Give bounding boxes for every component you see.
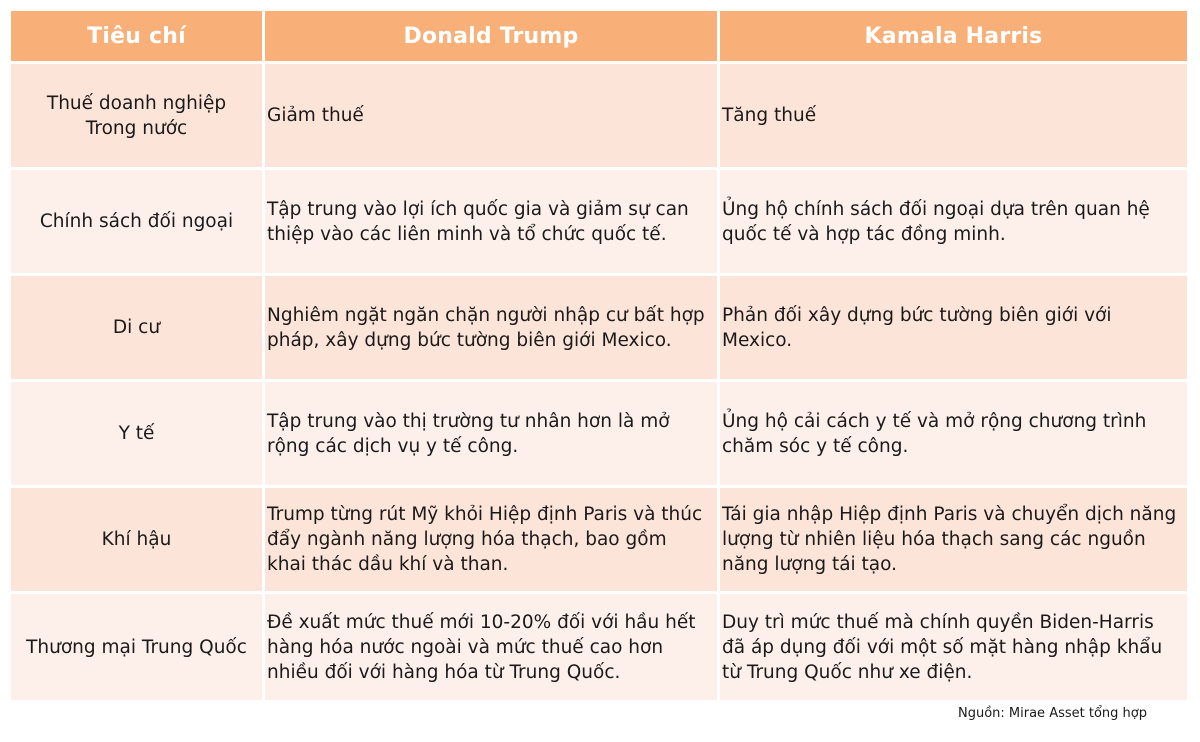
row-harris-policy: Ủng hộ cải cách y tế và mở rộng chương trình chăm sóc y tế công.	[720, 382, 1187, 485]
row-harris-policy: Ủng hộ chính sách đối ngoại dựa trên quan hệ quốc tế và hợp tác đồng minh.	[720, 170, 1187, 273]
row-trump-policy: Nghiêm ngặt ngăn chặn người nhập cư bất hợp pháp, xây dựng bức tường biên giới Mexico.	[265, 276, 717, 379]
row-criterion: Thuế doanh nghiệp Trong nước	[11, 64, 262, 167]
row-criterion: Y tế	[11, 382, 262, 485]
row-trump-policy: Trump từng rút Mỹ khỏi Hiệp định Paris và thúc đẩy ngành năng lượng hóa thạch, bao gồm khai thác dầu khí và than.	[265, 488, 717, 591]
row-criterion: Khí hậu	[11, 488, 262, 591]
header-criteria: Tiêu chí	[11, 11, 262, 61]
header-trump: Donald Trump	[265, 11, 717, 61]
row-criterion: Thương mại Trung Quốc	[11, 594, 262, 700]
comparison-table	[11, 11, 1187, 700]
row-trump-policy: Tập trung vào lợi ích quốc gia và giảm sự can thiệp vào các liên minh và tổ chức quốc tế.	[265, 170, 717, 273]
row-harris-policy: Phản đối xây dựng bức tường biên giới với Mexico.	[720, 276, 1187, 379]
row-trump-policy: Giảm thuế	[265, 64, 717, 167]
header-harris: Kamala Harris	[720, 11, 1187, 61]
row-criterion: Di cư	[11, 276, 262, 379]
row-trump-policy: Tập trung vào thị trường tư nhân hơn là mở rộng các dịch vụ y tế công.	[265, 382, 717, 485]
row-criterion: Chính sách đối ngoại	[11, 170, 262, 273]
row-harris-policy: Duy trì mức thuế mà chính quyền Biden-Harris đã áp dụng đối với một số mặt hàng nhập khẩu từ Trung Quốc như xe điện.	[720, 594, 1187, 700]
source-note: Nguồn: Mirae Asset tổng hợp	[958, 706, 1147, 721]
row-trump-policy: Đề xuất mức thuế mới 10-20% đối với hầu hết hàng hóa nước ngoài và mức thuế cao hơn nhiều đối với hàng hóa từ Trung Quốc.	[265, 594, 717, 700]
row-harris-policy: Tái gia nhập Hiệp định Paris và chuyển dịch năng lượng từ nhiên liệu hóa thạch sang các nguồn năng lượng tái tạo.	[720, 488, 1187, 591]
row-harris-policy: Tăng thuế	[720, 64, 1187, 167]
